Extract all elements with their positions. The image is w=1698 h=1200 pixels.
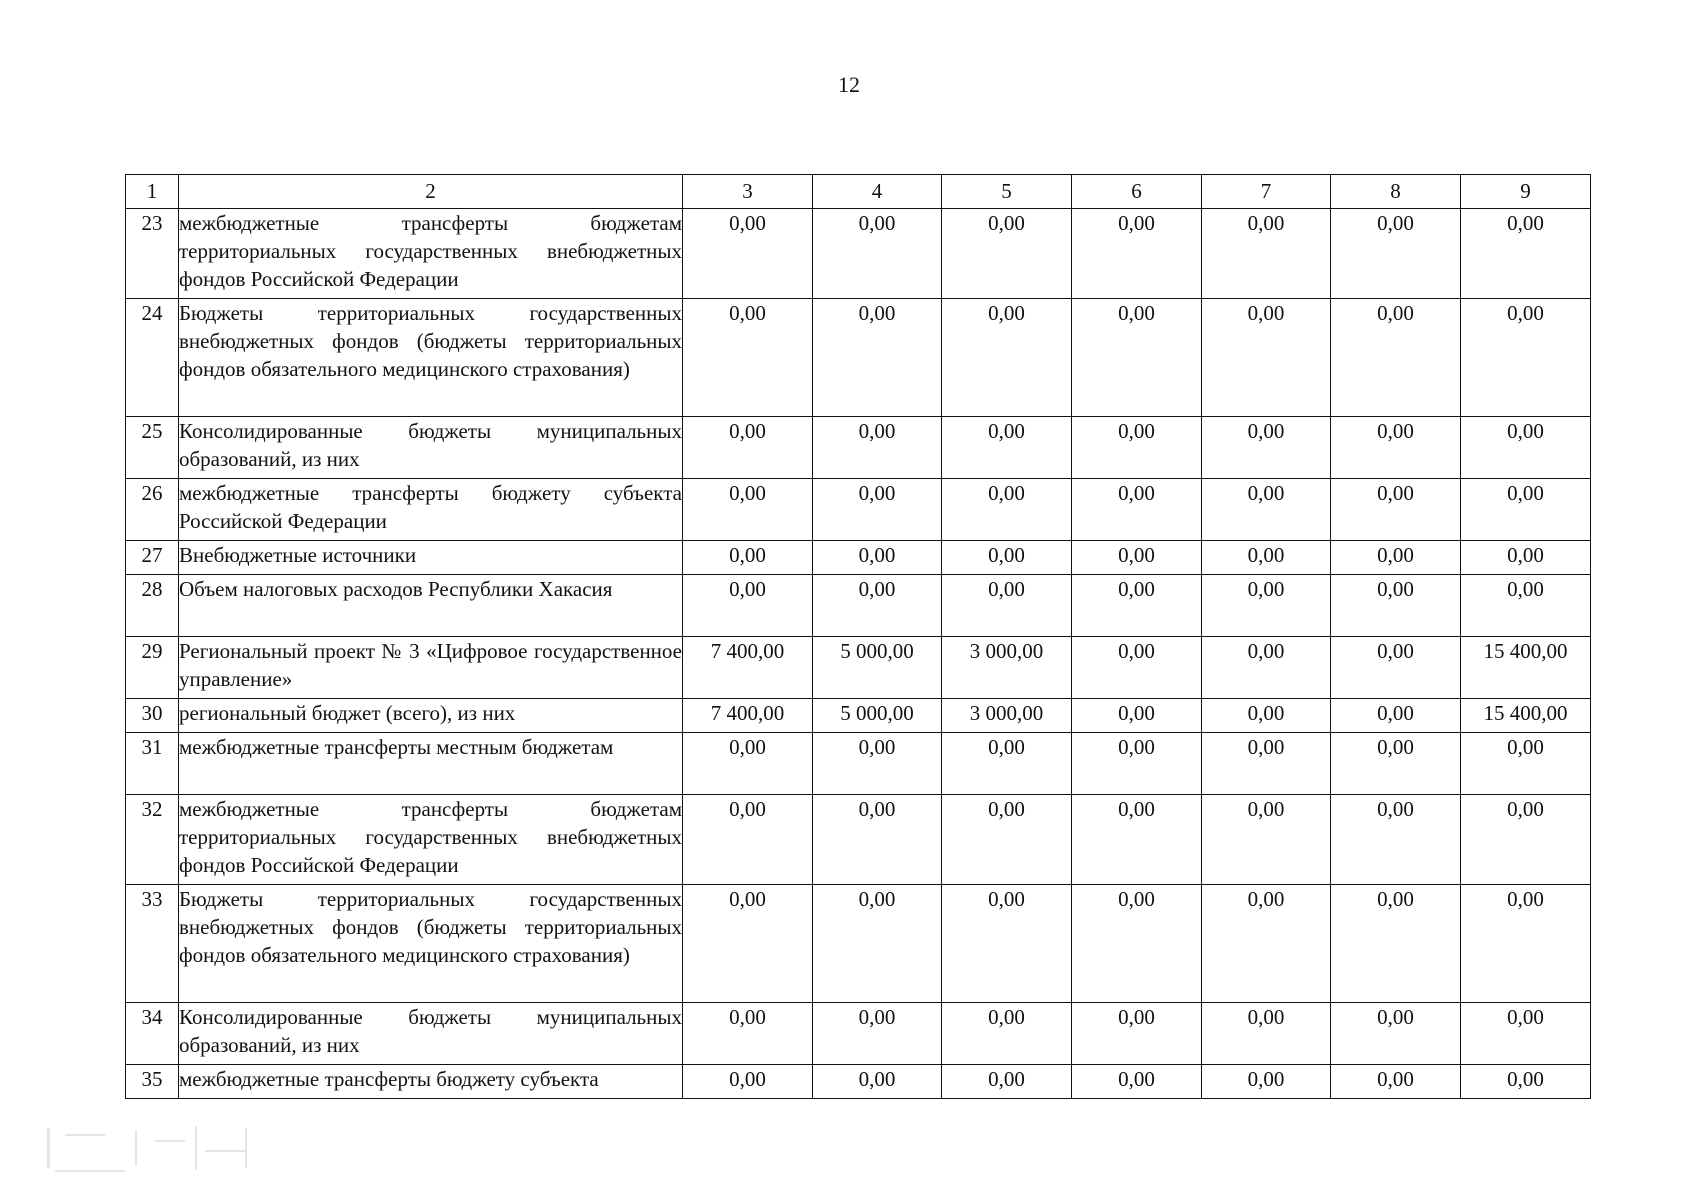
value-cell: 0,00 bbox=[1202, 637, 1331, 699]
table-body bbox=[126, 209, 1591, 1099]
value-cell: 0,00 bbox=[1202, 885, 1331, 1003]
row-description: Консолидированные бюджеты муниципальных образований, из них bbox=[179, 1003, 683, 1065]
value-cell: 0,00 bbox=[1202, 575, 1331, 637]
row-number: 34 bbox=[126, 1003, 179, 1065]
header-row bbox=[126, 175, 1591, 209]
table-row bbox=[126, 1065, 1591, 1099]
column-header: 6 bbox=[1072, 175, 1202, 209]
value-cell: 0,00 bbox=[1072, 417, 1202, 479]
value-cell: 5 000,00 bbox=[813, 699, 942, 733]
value-cell: 0,00 bbox=[683, 299, 813, 417]
row-description: межбюджетные трансферты бюджету субъекта Российской Федерации bbox=[179, 479, 683, 541]
value-cell: 0,00 bbox=[942, 795, 1072, 885]
value-cell: 3 000,00 bbox=[942, 699, 1072, 733]
value-cell: 0,00 bbox=[942, 209, 1072, 299]
value-cell: 0,00 bbox=[1072, 209, 1202, 299]
value-cell: 0,00 bbox=[1072, 575, 1202, 637]
value-cell: 0,00 bbox=[1461, 575, 1591, 637]
value-cell: 0,00 bbox=[1202, 209, 1331, 299]
row-number: 29 bbox=[126, 637, 179, 699]
column-header: 8 bbox=[1331, 175, 1461, 209]
value-cell: 0,00 bbox=[813, 479, 942, 541]
table-row bbox=[126, 417, 1591, 479]
column-header: 5 bbox=[942, 175, 1072, 209]
value-cell: 0,00 bbox=[1331, 1003, 1461, 1065]
value-cell: 0,00 bbox=[1072, 885, 1202, 1003]
value-cell: 7 400,00 bbox=[683, 699, 813, 733]
value-cell: 0,00 bbox=[942, 1065, 1072, 1099]
value-cell: 0,00 bbox=[1461, 209, 1591, 299]
row-description: Объем налоговых расходов Республики Хакасия bbox=[179, 575, 683, 637]
table-row bbox=[126, 733, 1591, 795]
value-cell: 0,00 bbox=[942, 299, 1072, 417]
row-number: 33 bbox=[126, 885, 179, 1003]
row-number: 24 bbox=[126, 299, 179, 417]
row-description: Внебюджетные источники bbox=[179, 541, 683, 575]
value-cell: 0,00 bbox=[1331, 885, 1461, 1003]
row-description: межбюджетные трансферты бюджету субъекта bbox=[179, 1065, 683, 1099]
table-row bbox=[126, 299, 1591, 417]
table-row bbox=[126, 885, 1591, 1003]
value-cell: 0,00 bbox=[1072, 795, 1202, 885]
value-cell: 0,00 bbox=[1461, 885, 1591, 1003]
value-cell: 0,00 bbox=[1072, 299, 1202, 417]
value-cell: 0,00 bbox=[1072, 699, 1202, 733]
row-description: межбюджетные трансферты бюджетам территориальных государственных внебюджетных фондов Российской Федерации bbox=[179, 795, 683, 885]
value-cell: 0,00 bbox=[813, 575, 942, 637]
row-description: межбюджетные трансферты местным бюджетам bbox=[179, 733, 683, 795]
value-cell: 0,00 bbox=[813, 795, 942, 885]
value-cell: 0,00 bbox=[1461, 1003, 1591, 1065]
value-cell: 0,00 bbox=[1202, 1003, 1331, 1065]
value-cell: 0,00 bbox=[1461, 479, 1591, 541]
value-cell: 0,00 bbox=[942, 575, 1072, 637]
value-cell: 0,00 bbox=[813, 1003, 942, 1065]
row-description: Бюджеты территориальных государственных внебюджетных фондов (бюджеты территориальных фондов обязательного медицинского страхования) bbox=[179, 299, 683, 417]
value-cell: 0,00 bbox=[813, 209, 942, 299]
row-number: 28 bbox=[126, 575, 179, 637]
column-header: 9 bbox=[1461, 175, 1591, 209]
value-cell: 0,00 bbox=[813, 733, 942, 795]
page-number: 12 bbox=[838, 72, 860, 97]
value-cell: 0,00 bbox=[1331, 733, 1461, 795]
value-cell: 0,00 bbox=[1331, 479, 1461, 541]
value-cell: 0,00 bbox=[813, 417, 942, 479]
value-cell: 0,00 bbox=[1331, 1065, 1461, 1099]
value-cell: 0,00 bbox=[942, 885, 1072, 1003]
value-cell: 0,00 bbox=[1202, 733, 1331, 795]
scan-artifact bbox=[45, 1120, 255, 1178]
value-cell: 0,00 bbox=[683, 575, 813, 637]
row-number: 31 bbox=[126, 733, 179, 795]
value-cell: 0,00 bbox=[1072, 637, 1202, 699]
value-cell: 15 400,00 bbox=[1461, 637, 1591, 699]
value-cell: 0,00 bbox=[1202, 479, 1331, 541]
value-cell: 0,00 bbox=[1072, 479, 1202, 541]
table-row bbox=[126, 795, 1591, 885]
value-cell: 0,00 bbox=[1202, 795, 1331, 885]
value-cell: 0,00 bbox=[1331, 699, 1461, 733]
value-cell: 0,00 bbox=[1461, 1065, 1591, 1099]
value-cell: 0,00 bbox=[1202, 541, 1331, 575]
value-cell: 0,00 bbox=[942, 733, 1072, 795]
row-description: региональный бюджет (всего), из них bbox=[179, 699, 683, 733]
value-cell: 0,00 bbox=[683, 479, 813, 541]
value-cell: 0,00 bbox=[813, 541, 942, 575]
value-cell: 0,00 bbox=[683, 795, 813, 885]
value-cell: 0,00 bbox=[1331, 637, 1461, 699]
row-number: 26 bbox=[126, 479, 179, 541]
value-cell: 0,00 bbox=[813, 1065, 942, 1099]
row-number: 30 bbox=[126, 699, 179, 733]
table-row bbox=[126, 575, 1591, 637]
column-header: 3 bbox=[683, 175, 813, 209]
table-row bbox=[126, 209, 1591, 299]
value-cell: 0,00 bbox=[683, 1003, 813, 1065]
value-cell: 0,00 bbox=[1072, 1065, 1202, 1099]
value-cell: 0,00 bbox=[1072, 733, 1202, 795]
table-row bbox=[126, 699, 1591, 733]
value-cell: 0,00 bbox=[1331, 299, 1461, 417]
table-row bbox=[126, 479, 1591, 541]
value-cell: 0,00 bbox=[683, 209, 813, 299]
row-description: Региональный проект № 3 «Цифровое государственное управление» bbox=[179, 637, 683, 699]
value-cell: 3 000,00 bbox=[942, 637, 1072, 699]
value-cell: 15 400,00 bbox=[1461, 699, 1591, 733]
value-cell: 0,00 bbox=[942, 541, 1072, 575]
value-cell: 0,00 bbox=[683, 733, 813, 795]
row-description: Консолидированные бюджеты муниципальных образований, из них bbox=[179, 417, 683, 479]
column-header: 4 bbox=[813, 175, 942, 209]
value-cell: 0,00 bbox=[1202, 417, 1331, 479]
row-description: Бюджеты территориальных государственных внебюджетных фондов (бюджеты территориальных фондов обязательного медицинского страхования) bbox=[179, 885, 683, 1003]
budget-table bbox=[125, 174, 1591, 1099]
table-row bbox=[126, 637, 1591, 699]
value-cell: 0,00 bbox=[1331, 209, 1461, 299]
value-cell: 0,00 bbox=[1461, 417, 1591, 479]
value-cell: 0,00 bbox=[1331, 417, 1461, 479]
value-cell: 0,00 bbox=[1202, 699, 1331, 733]
value-cell: 0,00 bbox=[942, 417, 1072, 479]
value-cell: 0,00 bbox=[683, 541, 813, 575]
value-cell: 0,00 bbox=[1072, 1003, 1202, 1065]
value-cell: 0,00 bbox=[1202, 299, 1331, 417]
value-cell: 0,00 bbox=[1461, 795, 1591, 885]
value-cell: 0,00 bbox=[1461, 541, 1591, 575]
value-cell: 5 000,00 bbox=[813, 637, 942, 699]
value-cell: 0,00 bbox=[813, 299, 942, 417]
value-cell: 0,00 bbox=[1331, 795, 1461, 885]
row-number: 27 bbox=[126, 541, 179, 575]
value-cell: 0,00 bbox=[1331, 575, 1461, 637]
value-cell: 0,00 bbox=[683, 885, 813, 1003]
value-cell: 0,00 bbox=[1461, 733, 1591, 795]
row-number: 35 bbox=[126, 1065, 179, 1099]
column-header: 2 bbox=[179, 175, 683, 209]
value-cell: 0,00 bbox=[1072, 541, 1202, 575]
value-cell: 0,00 bbox=[942, 479, 1072, 541]
value-cell: 0,00 bbox=[1461, 299, 1591, 417]
row-number: 32 bbox=[126, 795, 179, 885]
value-cell: 0,00 bbox=[813, 885, 942, 1003]
value-cell: 0,00 bbox=[683, 1065, 813, 1099]
value-cell: 0,00 bbox=[683, 417, 813, 479]
value-cell: 7 400,00 bbox=[683, 637, 813, 699]
row-number: 23 bbox=[126, 209, 179, 299]
row-description: межбюджетные трансферты бюджетам территориальных государственных внебюджетных фондов Российской Федерации bbox=[179, 209, 683, 299]
value-cell: 0,00 bbox=[1202, 1065, 1331, 1099]
value-cell: 0,00 bbox=[1331, 541, 1461, 575]
row-number: 25 bbox=[126, 417, 179, 479]
column-header: 1 bbox=[126, 175, 179, 209]
table-row bbox=[126, 1003, 1591, 1065]
value-cell: 0,00 bbox=[942, 1003, 1072, 1065]
table-row bbox=[126, 541, 1591, 575]
column-header: 7 bbox=[1202, 175, 1331, 209]
